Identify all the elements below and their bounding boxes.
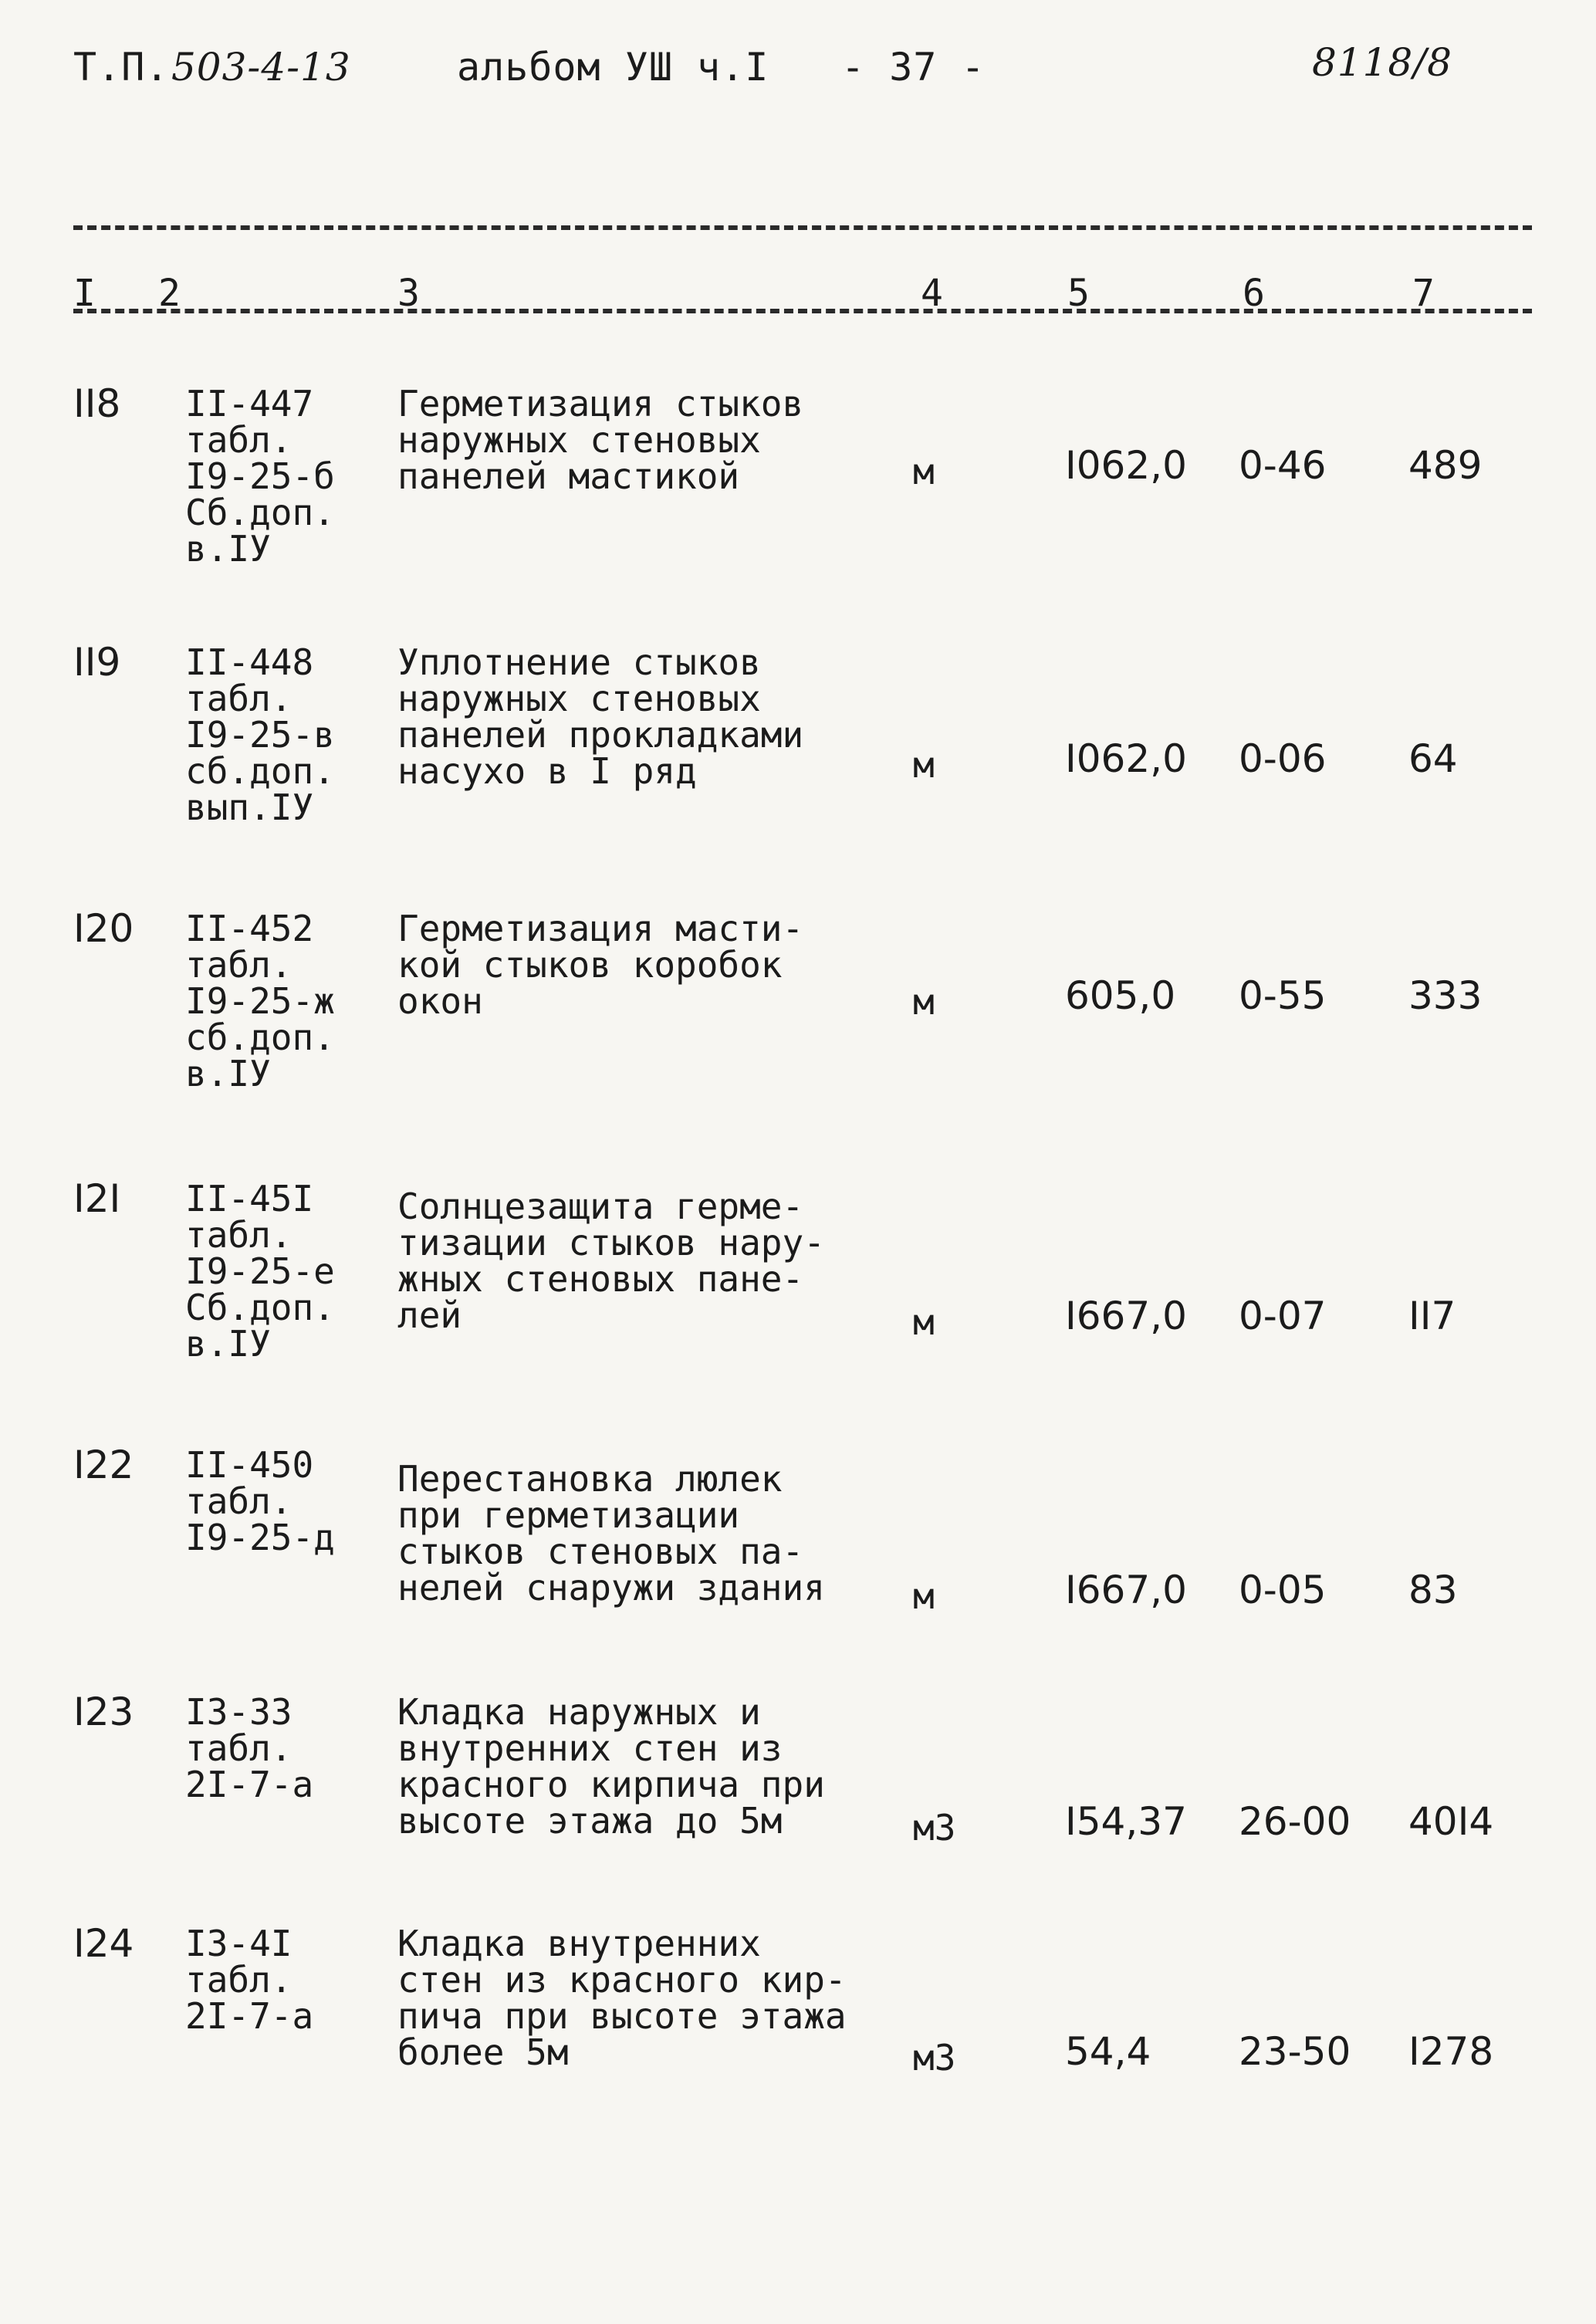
column-number-2: 2	[158, 272, 181, 315]
row-unit-price: 0-05	[1239, 1568, 1327, 1612]
column-number-4: 4	[921, 272, 943, 315]
header-project-code: 503-4-13	[171, 45, 351, 90]
row-unit: м	[913, 1575, 935, 1617]
header-handwritten-mark: 8118/8	[1312, 40, 1452, 85]
column-number-1: I	[73, 272, 96, 315]
header-prefix: Т.П.	[73, 45, 170, 90]
row-code: II-450 табл. I9-25-д	[185, 1444, 335, 1558]
row-number: II9	[73, 640, 121, 685]
row-code: II-45I табл. I9-25-е Сб.доп. в.IУ	[185, 1178, 335, 1365]
row-unit-price: 0-55	[1239, 973, 1327, 1018]
row-number: I20	[73, 906, 134, 951]
row-quantity: I667,0	[1065, 1568, 1187, 1612]
column-number-6: 6	[1243, 272, 1265, 315]
row-unit: м3	[913, 2037, 956, 2079]
row-number: II8	[73, 381, 121, 426]
row-code: II-448 табл. I9-25-в сб.доп. вып.IУ	[185, 641, 335, 828]
row-unit: м3	[913, 1807, 956, 1849]
row-number: I23	[73, 1690, 134, 1734]
row-description: Кладка внутренних стен из красного кир- пича при высоте этажа более 5м	[397, 1923, 847, 2073]
row-unit: м	[913, 744, 935, 786]
row-unit-price: 0-07	[1239, 1294, 1327, 1338]
row-number: I24	[73, 1921, 134, 1966]
row-quantity: I062,0	[1065, 736, 1187, 781]
row-quantity: I062,0	[1065, 443, 1187, 488]
row-unit-price: 0-46	[1239, 443, 1327, 488]
row-description: Герметизация масти- кой стыков коробок окон	[397, 908, 804, 1022]
row-description: Перестановка люлек при герметизации стыков стеновых па- нелей снаружи здания	[397, 1458, 825, 1609]
row-code: I3-4I табл. 2I-7-а	[185, 1923, 314, 2037]
row-code: I3-33 табл. 2I-7-а	[185, 1691, 314, 1805]
row-total: 333	[1408, 973, 1483, 1018]
header-album: альбом УШ ч.I	[457, 45, 769, 90]
table-top-rule	[73, 225, 1532, 230]
row-total: 83	[1408, 1568, 1458, 1612]
header-page-number: - 37 -	[841, 45, 986, 90]
column-number-7: 7	[1412, 272, 1435, 315]
row-total: I278	[1408, 2029, 1494, 2074]
row-quantity: 605,0	[1065, 973, 1176, 1018]
row-unit: м	[913, 981, 935, 1023]
row-code: II-447 табл. I9-25-б Сб.доп. в.IУ	[185, 383, 335, 570]
row-total: 40I4	[1408, 1799, 1494, 1844]
row-unit-price: 0-06	[1239, 736, 1327, 781]
row-code: II-452 табл. I9-25-ж сб.доп. в.IУ	[185, 908, 335, 1094]
row-quantity: I667,0	[1065, 1294, 1187, 1338]
row-description: Герметизация стыков наружных стеновых панелей мастикой	[397, 383, 804, 497]
row-unit-price: 23-50	[1239, 2029, 1351, 2074]
row-unit-price: 26-00	[1239, 1799, 1351, 1844]
row-description: Уплотнение стыков наружных стеновых панелей прокладками насухо в I ряд	[397, 641, 804, 792]
row-total: 64	[1408, 736, 1458, 781]
column-number-5: 5	[1067, 272, 1090, 315]
row-description: Кладка наружных и внутренних стен из красного кирпича при высоте этажа до 5м	[397, 1691, 825, 1842]
row-total: 489	[1408, 443, 1483, 488]
row-unit: м	[913, 451, 935, 492]
column-number-3: 3	[397, 272, 420, 315]
row-description: Солнцезащита герме- тизации стыков нару- жных стеновых пане- лей	[397, 1186, 825, 1336]
header-bottom-rule	[73, 309, 1532, 313]
row-quantity: 54,4	[1065, 2029, 1151, 2074]
row-number: I22	[73, 1443, 134, 1487]
row-number: I2I	[73, 1176, 121, 1221]
row-unit: м	[913, 1301, 935, 1343]
row-quantity: I54,37	[1065, 1799, 1187, 1844]
row-total: II7	[1408, 1294, 1456, 1338]
